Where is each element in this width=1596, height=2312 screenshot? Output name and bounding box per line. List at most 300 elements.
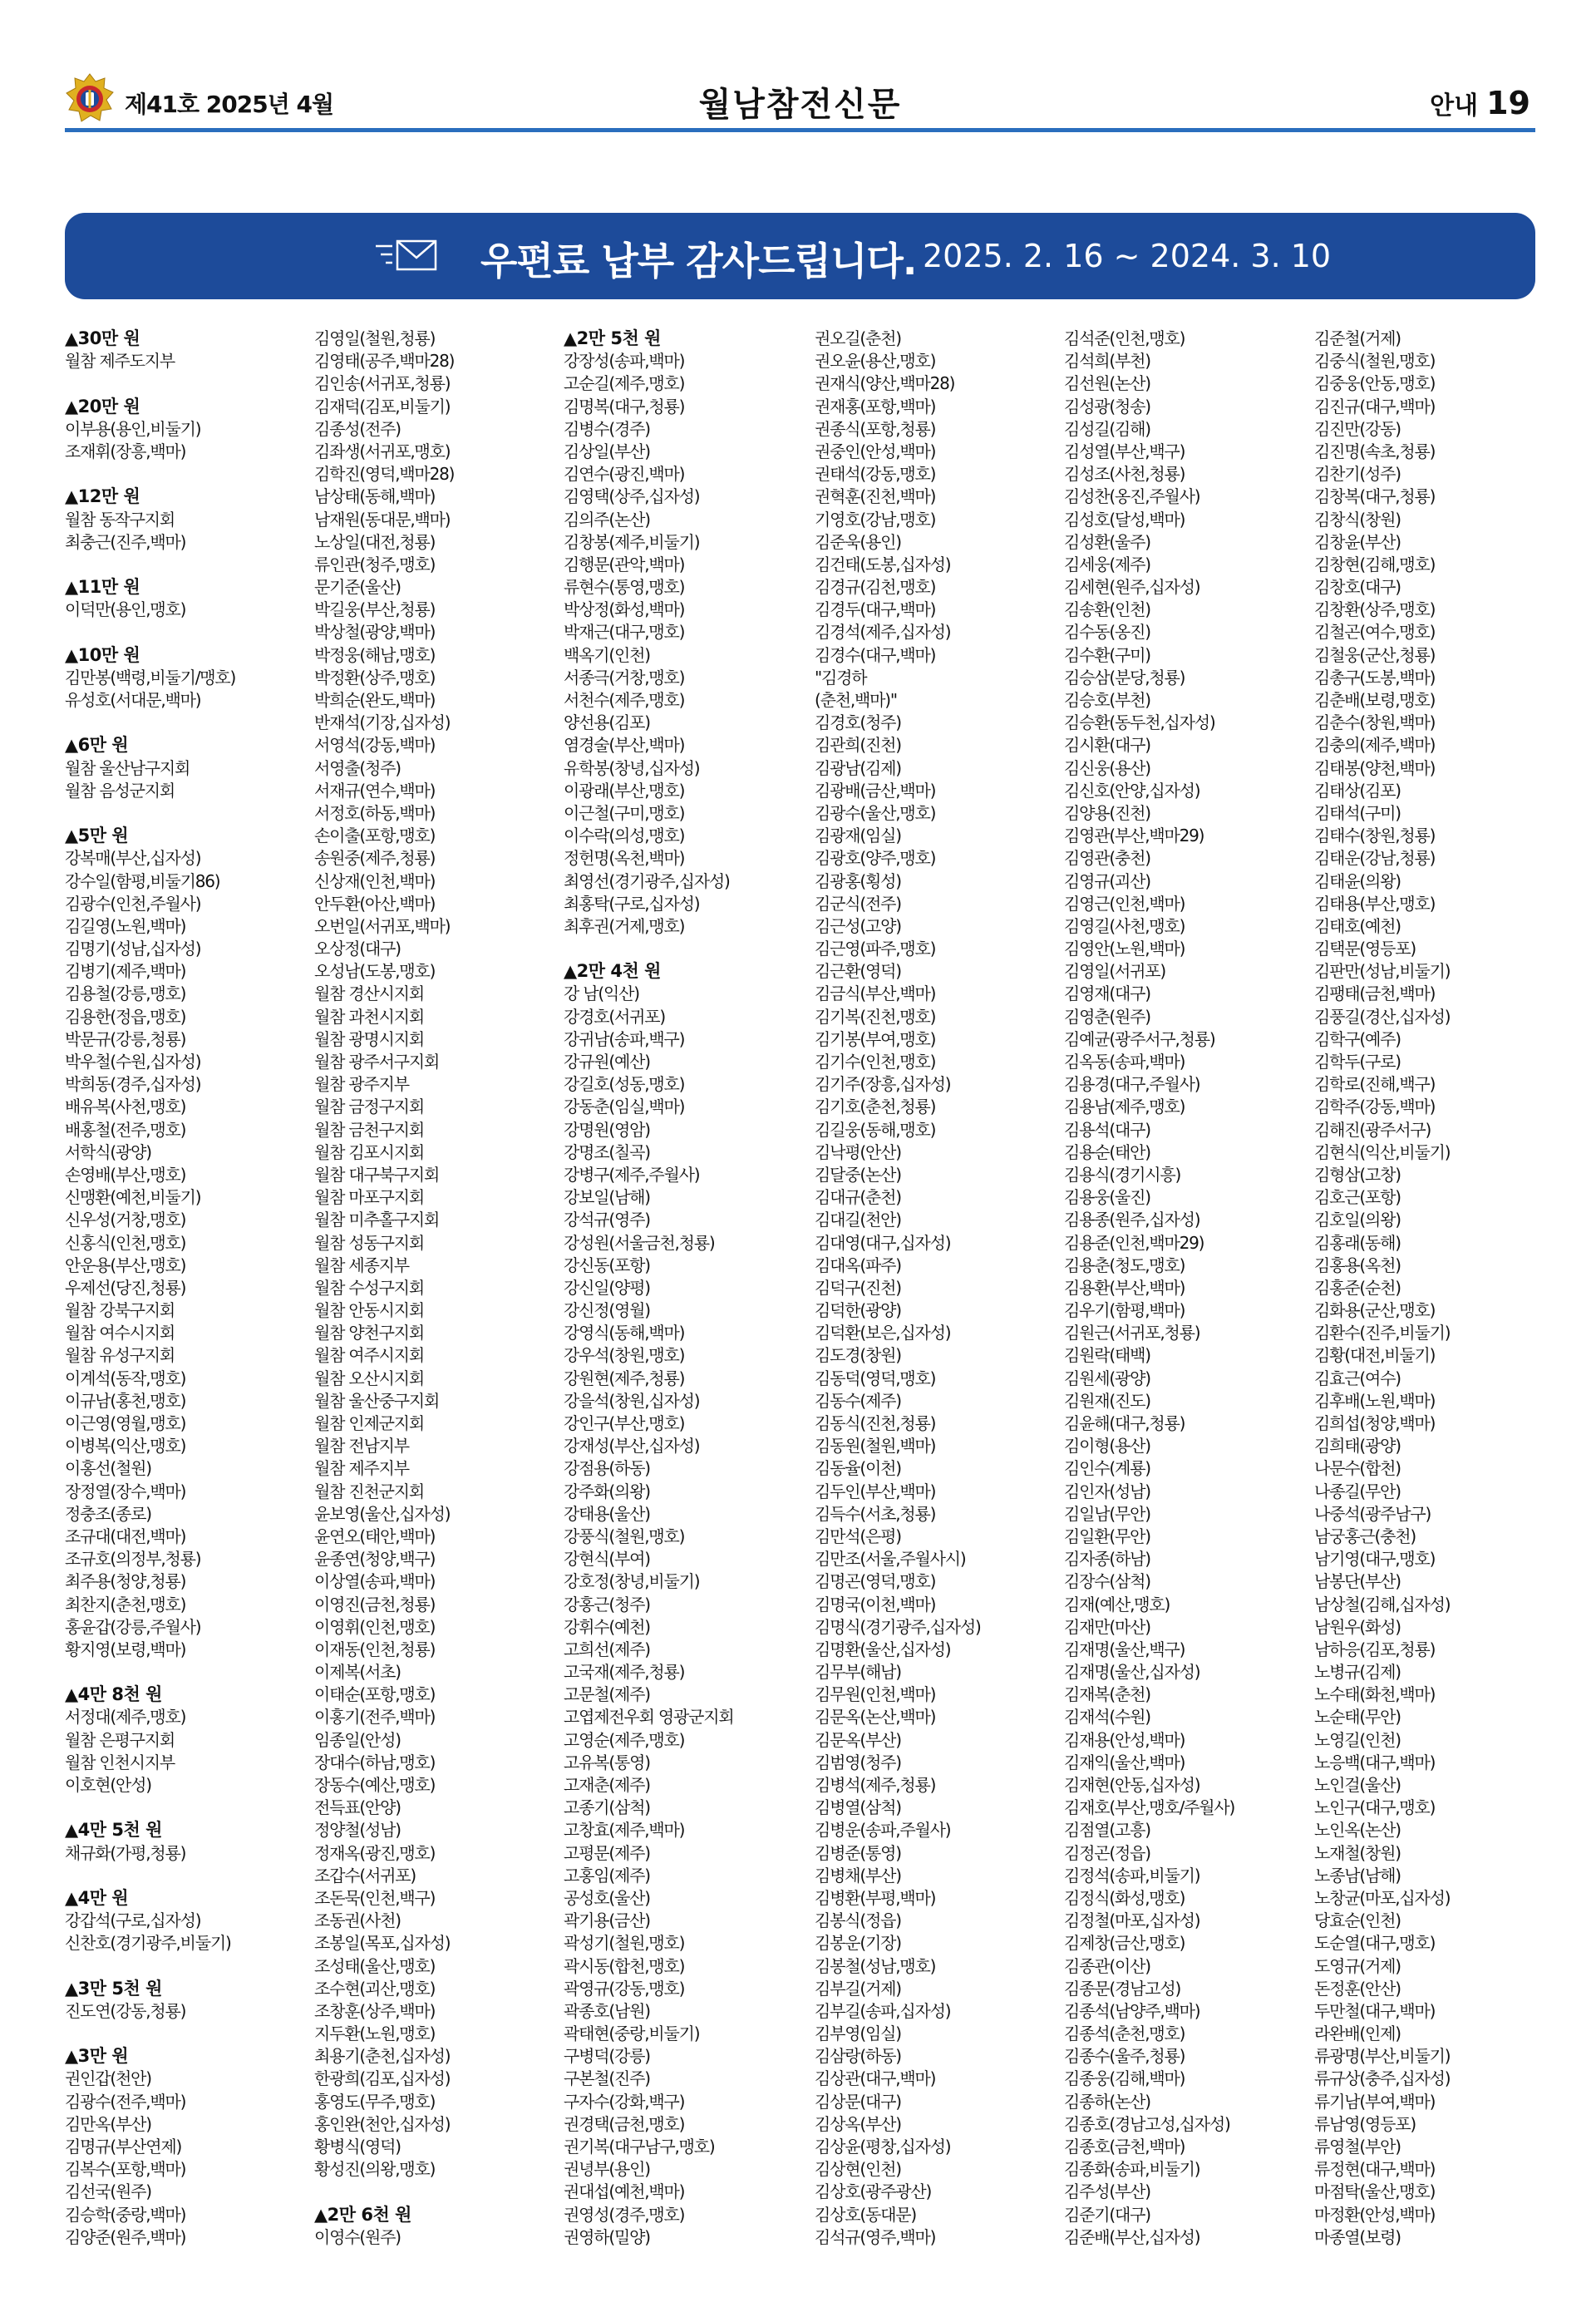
donor-entry: 강신동(포항)	[564, 1255, 650, 1275]
donor-entry: 강신일(양평)	[564, 1277, 650, 1298]
donor-entry: 월참 광명시지회	[314, 1028, 424, 1049]
donor-entry: 권재식(양산,백마28)	[815, 373, 955, 394]
donor-entry: 김희태(광양)	[1314, 1436, 1401, 1457]
donor-entry: 김동수(제주)	[815, 1390, 901, 1411]
donor-entry: 김점열(고흥)	[1064, 1820, 1150, 1841]
donor-entry: 김기호(춘천,청룡)	[815, 1097, 936, 1117]
donor-entry: 월참 금천구지회	[314, 1119, 424, 1140]
donor-entry: 월참 안동시지회	[314, 1300, 424, 1321]
donor-entry: 김태석(구미)	[1314, 802, 1401, 823]
donor-entry: 황병식(영덕)	[314, 2137, 401, 2157]
donor-entry: 김영춘(원주)	[1064, 1006, 1150, 1027]
donor-entry: 배홍철(전주,맹호)	[65, 1119, 186, 1140]
donor-entry: 노병규(김제)	[1314, 1662, 1401, 1683]
donor-entry: 신맹환(예천,비둘기)	[65, 1187, 201, 1208]
donor-entry: 오상정(대구)	[314, 939, 401, 959]
donor-entry: 김홍준(순천)	[1314, 1277, 1401, 1298]
donor-entry: 강신정(영월)	[564, 1300, 650, 1321]
donor-entry: 유학봉(창녕,십자성)	[564, 757, 700, 778]
donor-entry: 서정호(하동,백마)	[314, 802, 436, 823]
donor-column-5	[1064, 328, 1305, 2249]
donor-entry: 채규화(가평,청룡)	[65, 1842, 186, 1863]
donor-entry: 강태용(울산)	[564, 1503, 650, 1524]
donor-entry: 김의주(논산)	[564, 509, 650, 530]
donor-entry: 김종관(이산)	[1064, 1955, 1150, 1976]
donor-entry: 김성길(김해)	[1064, 418, 1150, 439]
donor-entry: 구병덕(강릉)	[564, 2046, 650, 2067]
donor-entry: 김재익(울산,백마)	[1064, 1752, 1185, 1772]
donor-entry: 김종성(전주)	[314, 418, 401, 439]
donor-entry: 구자수(강화,백구)	[564, 2091, 685, 2112]
donor-entry: 월참 음성군지회	[65, 780, 175, 801]
donor-entry: 김충의(제주,백마)	[1314, 735, 1436, 756]
donor-entry: 서정대(제주,맹호)	[65, 1707, 186, 1728]
donor-entry: 김예균(광주서구,청룡)	[1064, 1028, 1215, 1049]
donor-entry: 고재춘(제주)	[564, 1775, 650, 1795]
donor-entry: 권오길(춘천)	[815, 328, 901, 348]
donor-entry: 김병기(제주,백마)	[65, 961, 186, 982]
donor-entry: 강보일(남해)	[564, 1187, 650, 1208]
donor-entry: 강명원(영암)	[564, 1119, 650, 1140]
donor-entry: 강수일(함평,비둘기86)	[65, 870, 220, 891]
donor-entry: 월참 인제군지회	[314, 1413, 424, 1433]
donor-entry: 김학로(진해,백구)	[1314, 1074, 1436, 1095]
donor-entry: 강영식(동해,백마)	[564, 1323, 685, 1343]
amount-heading: ▲3만 5천 원	[65, 1978, 162, 1999]
donor-entry: 김영규(괴산)	[1064, 870, 1150, 891]
donor-entry: 김명환(울산,십자성)	[815, 1639, 951, 1659]
spacer	[65, 712, 306, 734]
donor-entry: 강호정(창녕,비둘기)	[564, 1571, 700, 1592]
donor-entry: 김태용(부산,맹호)	[1314, 893, 1436, 914]
donor-entry: 강장성(송파,백마)	[564, 351, 685, 372]
donor-entry: 김정식(화성,맹호)	[1064, 1887, 1185, 1908]
donor-entry: 강병구(제주,주월사)	[564, 1164, 700, 1185]
donor-entry: 김효근(여수)	[1314, 1368, 1401, 1388]
donor-entry: 월참 성동구지회	[314, 1232, 424, 1253]
donor-entry: 서종극(거창,맹호)	[564, 667, 685, 688]
donor-entry: 최용기(춘천,십자성)	[314, 2046, 451, 2067]
donor-entry: 손이출(포항,맹호)	[314, 826, 436, 846]
donor-entry: 김명국(이천,백마)	[815, 1594, 936, 1614]
donor-entry: 월참 경산시지회	[314, 983, 424, 1004]
donor-entry: 강경호(서귀포)	[564, 1006, 665, 1027]
donor-entry: 김팽태(금천,백마)	[1314, 983, 1436, 1004]
donor-entry: 고국재(제주,청룡)	[564, 1662, 685, 1683]
donor-entry: 김승환(동두천,십자성)	[1064, 712, 1215, 733]
donor-entry: 김원근(서귀포,청룡)	[1064, 1323, 1200, 1343]
donor-entry: 윤보영(울산,십자성)	[314, 1503, 451, 1524]
donor-entry: 김제창(금산,맹호)	[1064, 1933, 1185, 1954]
donor-entry: 문기준(울산)	[314, 577, 401, 598]
donor-entry: 김중식(철원,맹호)	[1314, 351, 1436, 372]
donor-entry: 김수환(구미)	[1064, 644, 1150, 665]
donor-entry: 김대영(대구,십자성)	[815, 1232, 951, 1253]
donor-entry: 남상철(김해,십자성)	[1314, 1594, 1451, 1614]
donor-entry: 김석준(인천,맹호)	[1064, 328, 1185, 348]
donor-entry: 고유복(통영)	[564, 1752, 650, 1772]
donor-entry: 김종화(송파,비둘기)	[1064, 2159, 1200, 2180]
donor-entry: 나문수(합천)	[1314, 1458, 1401, 1479]
donor-entry: 도순열(대구,맹호)	[1314, 1933, 1436, 1954]
donor-entry: 고순길(제주,맹호)	[564, 373, 685, 394]
donor-entry: 류인관(청주,맹호)	[314, 554, 436, 574]
donor-entry: 마종열(보령)	[1314, 2226, 1401, 2247]
donor-entry: 김창호(대구)	[1314, 577, 1401, 598]
donor-entry: 김용경(대구,주월사)	[1064, 1074, 1200, 1095]
donor-entry: 신홍식(인천,맹호)	[65, 1232, 186, 1253]
donor-entry: 김부영(임실)	[815, 2024, 901, 2044]
spacer	[65, 1865, 306, 1887]
donor-entry: 류기남(부여,백마)	[1314, 2091, 1436, 2112]
donor-entry: 김낙평(안산)	[815, 1141, 901, 1162]
donor-entry: 권인갑(천안)	[65, 2068, 151, 2089]
donor-entry: 기영호(강남,맹호)	[815, 509, 936, 530]
spacer	[65, 1661, 306, 1683]
donor-entry: 김범영(청주)	[815, 1752, 901, 1772]
donor-entry: 곽기용(금산)	[564, 1910, 650, 1931]
donor-entry: 백옥기(인천)	[564, 644, 650, 665]
donor-entry: 김인수(계룡)	[1064, 1458, 1150, 1479]
donor-entry: 김준욱(용인)	[815, 531, 901, 552]
donor-entry: 김봉철(성남,맹호)	[815, 1955, 936, 1976]
donor-entry: 김근성(고양)	[815, 915, 901, 936]
notice-banner	[65, 213, 1535, 299]
donor-entry: 김만옥(부산)	[65, 2113, 151, 2134]
donor-entry: 김창복(대구,청룡)	[1314, 486, 1436, 507]
donor-entry: 김춘배(보령,맹호)	[1314, 690, 1436, 710]
donor-entry: 이수락(의성,맹호)	[564, 826, 685, 846]
spacer	[65, 554, 306, 576]
donor-entry: 김춘수(창원,백마)	[1314, 712, 1436, 733]
donor-entry: 남하응(김포,청룡)	[1314, 1639, 1436, 1659]
donor-entry: 김후배(노원,백마)	[1314, 1390, 1436, 1411]
donor-entry: 김영근(인천,백마)	[1064, 893, 1185, 914]
donor-entry: 김만석(은평)	[815, 1526, 901, 1546]
donor-entry: 김재만(마산)	[1064, 1616, 1150, 1637]
donor-entry: 남궁홍근(충천)	[1314, 1526, 1416, 1546]
donor-entry: 김종웅(김해,백마)	[1064, 2068, 1185, 2089]
donor-entry: 조돈묵(인천,백구)	[314, 1887, 436, 1908]
donor-entry: 김상현(인천)	[815, 2159, 901, 2180]
donor-entry: 이영휘(인천,맹호)	[314, 1616, 436, 1637]
donor-entry: 노창균(마포,십자성)	[1314, 1887, 1451, 1908]
amount-heading: ▲2만 5천 원	[564, 328, 661, 348]
donor-entry: 이광래(부산,맹호)	[564, 780, 685, 801]
donor-entry: 류규상(충주,십자성)	[1314, 2068, 1451, 2089]
donor-entry: 김기주(장흥,십자성)	[815, 1074, 951, 1095]
donor-entry: 곽시동(합천,맹호)	[564, 1955, 685, 1976]
donor-entry: 김관희(진천)	[815, 735, 901, 756]
donor-entry: 월참 전남지부	[314, 1436, 409, 1457]
donor-entry: 김근환(영덕)	[815, 961, 901, 982]
donor-entry: 김대규(춘천)	[815, 1187, 901, 1208]
donor-entry: 월참 인천시지부	[65, 1752, 175, 1772]
donor-entry: 김용석(대구)	[1064, 1119, 1150, 1140]
donor-entry: 강갑석(구로,십자성)	[65, 1910, 201, 1931]
donor-entry: 김용식(경기시흥)	[1064, 1164, 1181, 1185]
donor-entry: 김재(예산,맹호)	[1064, 1594, 1170, 1614]
donor-entry: 오성남(도봉,맹호)	[314, 961, 436, 982]
donor-entry: 김행문(관악,백마)	[564, 554, 685, 574]
donor-entry: 김기복(진천,맹호)	[815, 1006, 936, 1027]
donor-entry: 곽영규(강동,맹호)	[564, 1978, 685, 1999]
donor-entry: 고창효(제주,백마)	[564, 1820, 685, 1841]
donor-entry: 류정현(대구,백마)	[1314, 2159, 1436, 2180]
donor-entry: 김득수(서초,청룡)	[815, 1503, 936, 1524]
amount-heading: ▲12만 원	[65, 486, 140, 507]
donor-entry: 박문규(강릉,청룡)	[65, 1028, 186, 1049]
donor-entry: 김연수(광진,백마)	[564, 464, 685, 485]
donor-entry: 김창봉(제주,비둘기)	[564, 531, 700, 552]
donor-entry: 강 남(익산)	[564, 983, 639, 1004]
donor-entry: 김정석(송파,비둘기)	[1064, 1865, 1200, 1886]
donor-entry: 김용순(태안)	[1064, 1141, 1150, 1162]
donor-entry: 도영규(거제)	[1314, 1955, 1401, 1976]
donor-entry: 김종석(춘천,맹호)	[1064, 2024, 1185, 2044]
donor-entry: 노인옥(논산)	[1314, 1820, 1401, 1841]
donor-entry: 김두인(부산,백마)	[815, 1481, 936, 1501]
donor-entry: 남상태(동해,백마)	[314, 486, 436, 507]
donor-entry: 김용준(인천,백마29)	[1064, 1232, 1204, 1253]
donor-entry: 김현식(익산,비둘기)	[1314, 1141, 1451, 1162]
donor-entry: 김용춘(청도,맹호)	[1064, 1255, 1185, 1275]
donor-entry: 남기영(대구,맹호)	[1314, 1549, 1436, 1570]
donor-entry: 조봉일(목포,십자성)	[314, 1933, 451, 1954]
donor-entry: 김학진(영덕,백마28)	[314, 464, 455, 485]
donor-entry: 마점탁(울산,맹호)	[1314, 2181, 1436, 2202]
donor-entry: 김병열(삼척)	[815, 1797, 901, 1818]
spacer	[65, 1797, 306, 1819]
donor-entry: 월참 수성구지회	[314, 1277, 424, 1298]
donor-entry: 김석희(부천)	[1064, 351, 1150, 372]
donor-entry: 강홍근(청주)	[564, 1594, 650, 1614]
donor-entry: 김태상(김포)	[1314, 780, 1401, 801]
donor-entry: 고평문(제주)	[564, 1842, 650, 1863]
donor-entry: 김대옥(파주)	[815, 1255, 901, 1275]
spacer	[65, 1955, 306, 1978]
donor-entry: 월참 제주도지부	[65, 351, 175, 372]
donor-entry: 김태수(창원,청룡)	[1314, 826, 1436, 846]
donor-entry: 장대수(하남,맹호)	[314, 1752, 436, 1772]
donor-entry: 김동원(철원,백마)	[815, 1436, 936, 1457]
masthead	[65, 73, 1535, 133]
amount-heading: ▲2만 6천 원	[314, 2204, 411, 2225]
donor-entry: 이계석(동작,맹호)	[65, 1368, 186, 1388]
donor-entry: 고홍임(제주)	[564, 1865, 650, 1886]
donor-entry: 김창현(김해,맹호)	[1314, 554, 1436, 574]
donor-entry: 노순태(무안)	[1314, 1707, 1401, 1728]
donor-entry: 황지영(보령,백마)	[65, 1639, 186, 1659]
donor-column-4	[815, 328, 1056, 2249]
donor-entry: 김인자(성남)	[1064, 1481, 1150, 1501]
banner-title: 우편료 납부 감사드립니다.	[480, 239, 917, 283]
donor-entry: 손영배(부산,맹호)	[65, 1164, 186, 1185]
donor-entry: 강현식(부여)	[564, 1549, 650, 1570]
donor-entry: 김광수(전주,백마)	[65, 2091, 186, 2112]
donor-entry: 김병채(부산)	[815, 1865, 901, 1886]
donor-entry: 김삼랑(하동)	[815, 2046, 901, 2067]
donor-entry: 김만조(서울,주월사시)	[815, 1549, 966, 1570]
donor-entry: 김병석(제주,청룡)	[815, 1775, 936, 1795]
donor-entry: 김원락(태백)	[1064, 1345, 1150, 1366]
donor-entry: 장동수(예산,맹호)	[314, 1775, 436, 1795]
donor-entry: 박상정(화성,백마)	[564, 599, 685, 620]
donor-entry: 김금식(부산,백마)	[815, 983, 936, 1004]
donor-entry: 김종수(울주,청룡)	[1064, 2046, 1185, 2067]
donor-entry: 전득표(안양)	[314, 1797, 401, 1818]
donor-entry: 이상열(송파,백마)	[314, 1571, 436, 1592]
spacer	[65, 802, 306, 825]
donor-entry: 고종기(삼척)	[564, 1797, 650, 1818]
spacer	[65, 463, 306, 486]
donor-entry: 김영일(철원,청룡)	[314, 328, 436, 348]
donor-entry: 김정철(마포,십자성)	[1064, 1910, 1200, 1931]
donor-entry: 김인송(서귀포,청룡)	[314, 373, 451, 394]
donor-entry: 양선용(김포)	[564, 712, 650, 733]
donor-entry: 권영하(밀양)	[564, 2226, 650, 2247]
donor-entry: 김동덕(영덕,맹호)	[815, 1368, 936, 1388]
donor-entry: 노수태(화천,백마)	[1314, 1684, 1436, 1705]
donor-entry: 정충조(종로)	[65, 1503, 151, 1524]
donor-entry: 홍윤갑(강릉,주월사)	[65, 1616, 201, 1637]
donor-entry: 김진규(대구,백마)	[1314, 396, 1436, 417]
donor-entry: 김상옥(부산)	[815, 2113, 901, 2134]
donor-entry: 김영관(부산,백마29)	[1064, 826, 1204, 846]
donor-entry: 조동권(사천)	[314, 1910, 401, 1931]
donor-entry: 김찬기(성주)	[1314, 464, 1401, 485]
donor-entry: 서영석(강동,백마)	[314, 735, 436, 756]
donor-entry: 월참 진천군지회	[314, 1481, 424, 1501]
donor-entry: 강주화(의왕)	[564, 1481, 650, 1501]
donor-entry: 김자종(하남)	[1064, 1549, 1150, 1570]
donor-entry: 강인구(부산,맹호)	[564, 1413, 685, 1433]
donor-entry: 최찬지(춘천,맹호)	[65, 1594, 186, 1614]
donor-entry: 서천수(제주,맹호)	[564, 690, 685, 710]
donor-entry: 김대길(천안)	[815, 1210, 901, 1230]
donor-entry: 월참 김포시지회	[314, 1141, 424, 1162]
donor-entry: 김종하(논산)	[1064, 2091, 1150, 2112]
donor-entry: 김좌생(서귀포,맹호)	[314, 441, 451, 461]
donor-entry: 월참 동작구지회	[65, 509, 175, 530]
donor-entry: 염경술(부산,백마)	[564, 735, 685, 756]
donor-entry: 한광희(김포,십자성)	[314, 2068, 451, 2089]
donor-entry: 김광수(울산,맹호)	[815, 802, 936, 823]
donor-entry: 고문철(제주)	[564, 1684, 650, 1705]
amount-heading: ▲5만 원	[65, 826, 129, 846]
donor-entry: 월참 금정구지회	[314, 1097, 424, 1117]
donor-entry: 권경택(금천,맹호)	[564, 2113, 685, 2134]
donor-entry: 월참 과천시지회	[314, 1006, 424, 1027]
donor-entry: 최영선(경기광주,십자성)	[564, 870, 730, 891]
donor-entry: 김호일(의왕)	[1314, 1210, 1401, 1230]
donor-entry: 노상일(대전,청룡)	[314, 531, 436, 552]
donor-entry: 홍인완(천안,십자성)	[314, 2113, 451, 2134]
donor-entry: 강규원(예산)	[564, 1052, 650, 1072]
donor-entry: 김성찬(옹진,주월사)	[1064, 486, 1200, 507]
donor-entry: 김경두(대구,백마)	[815, 599, 936, 620]
donor-entry: 이덕만(용인,맹호)	[65, 599, 186, 620]
donor-entry: 노인구(대구,맹호)	[1314, 1797, 1436, 1818]
donor-entry: 강귀남(송파,백구)	[564, 1028, 685, 1049]
donor-entry: 곽성기(철원,맹호)	[564, 1933, 685, 1954]
donor-entry: 김용한(정읍,맹호)	[65, 1006, 186, 1027]
amount-heading: ▲6만 원	[65, 735, 129, 756]
donor-entry: 김해진(광주서구)	[1314, 1119, 1431, 1140]
donor-entry: 마정환(안성,백마)	[1314, 2204, 1436, 2225]
donor-entry: 유성호(서대문,백마)	[65, 690, 201, 710]
amount-heading: ▲10만 원	[65, 644, 140, 665]
donor-entry: 노재철(창원)	[1314, 1842, 1401, 1863]
amount-heading: ▲2만 4천 원	[564, 961, 661, 982]
donor-entry: 고희선(제주)	[564, 1639, 650, 1659]
donor-entry: 강원현(제주,청룡)	[564, 1368, 685, 1388]
donor-entry: 최주용(청양,청룡)	[65, 1571, 186, 1592]
donor-entry: 김명복(대구,청룡)	[564, 396, 685, 417]
donor-entry: 노영길(인천)	[1314, 1729, 1401, 1750]
donor-entry: 월참 세종지부	[314, 1255, 409, 1275]
donor-entry: "김경하	[815, 667, 867, 688]
donor-entry: 월참 양천구지회	[314, 1323, 424, 1343]
donor-entry: 권영성(경주,맹호)	[564, 2204, 685, 2225]
donor-entry: 강석규(영주)	[564, 1210, 650, 1230]
donor-entry: 김태봉(양천,백마)	[1314, 757, 1436, 778]
donor-entry: 김정곤(정읍)	[1064, 1842, 1150, 1863]
donor-entry: 우제선(당진,청룡)	[65, 1277, 186, 1298]
donor-entry: 당효순(인천)	[1314, 1910, 1401, 1931]
donor-entry: 월참 여주시지회	[314, 1345, 424, 1366]
donor-entry: 월참 유성구지회	[65, 1345, 175, 1366]
donor-entry: 강우석(창원,맹호)	[564, 1345, 685, 1366]
donor-entry: 김상일(부산)	[564, 441, 650, 461]
donor-entry: 김택문(영등포)	[1314, 939, 1416, 959]
donor-entry: 김일남(무안)	[1064, 1503, 1150, 1524]
donor-entry: 김상호(광주광산)	[815, 2181, 932, 2202]
donor-entry: 윤종연(청양,백구)	[314, 1549, 436, 1570]
donor-entry: 김학구(예주)	[1314, 1028, 1401, 1049]
donor-entry: 김중웅(안동,맹호)	[1314, 373, 1436, 394]
spacer	[65, 372, 306, 395]
donor-entry: 김성광(청송)	[1064, 396, 1150, 417]
donor-entry: 김재복(춘천)	[1064, 1684, 1150, 1705]
donor-entry: 나중석(광주남구)	[1314, 1503, 1431, 1524]
donor-entry: 김경규(김천,맹호)	[815, 577, 936, 598]
donor-entry: 노종남(남해)	[1314, 1865, 1401, 1886]
donor-entry: 안운용(부산,맹호)	[65, 1255, 186, 1275]
donor-entry: 김용웅(울진)	[1064, 1187, 1150, 1208]
donor-entry: 김용종(원주,십자성)	[1064, 1210, 1200, 1230]
donor-column-1	[65, 328, 306, 2249]
donor-entry: 강을석(창원,십자성)	[564, 1390, 700, 1411]
donor-entry: 이영진(금천,청룡)	[314, 1594, 436, 1614]
donor-entry: 류현수(통영,맹호)	[564, 577, 685, 598]
donor-entry: 김선국(원주)	[65, 2181, 151, 2202]
donor-entry: 김덕구(진천)	[815, 1277, 901, 1298]
donor-entry: 조규호(의정부,청룡)	[65, 1549, 201, 1570]
donor-entry: 홍영도(무주,맹호)	[314, 2091, 436, 2112]
donor-entry: 강점용(하동)	[564, 1458, 650, 1479]
donor-entry: 김세웅(제주)	[1064, 554, 1150, 574]
donor-entry: 김주성(부산)	[1064, 2181, 1150, 2202]
donor-entry: 김신웅(용산)	[1064, 757, 1150, 778]
donor-entry: 김호근(포항)	[1314, 1187, 1401, 1208]
donor-entry: 권중인(안성,백마)	[815, 441, 936, 461]
donor-entry: 김재호(부산,맹호/주월사)	[1064, 1797, 1235, 1818]
donor-entry: 김부길(거제)	[815, 1978, 901, 1999]
donor-entry: 김길영(노원,백마)	[65, 915, 186, 936]
donor-entry: 김복수(포항,백마)	[65, 2159, 186, 2180]
donor-entry: 구본철(진주)	[564, 2068, 650, 2089]
